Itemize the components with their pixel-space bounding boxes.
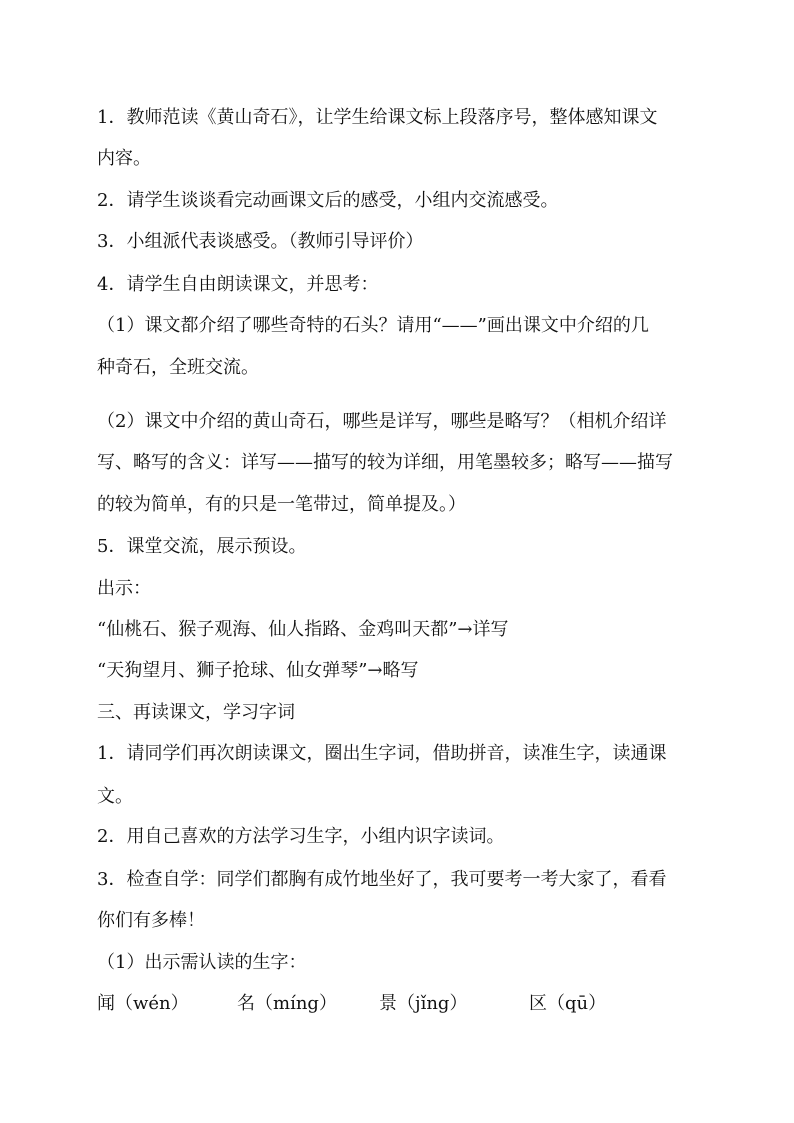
paragraph-line: 3．检查自学：同学们都胸有成竹地坐好了，我可要考一考大家了，看看: [97, 869, 667, 890]
paragraph-line: “天狗望月、狮子抢球、仙女弹琴”→略写: [97, 660, 419, 681]
paragraph-line: （1）课文都介绍了哪些奇特的石头？请用“——”画出课文中介绍的几: [97, 315, 649, 336]
paragraph-line: 的较为简单，有的只是一笔带过，简单提及。）: [97, 494, 466, 515]
paragraph-line: 2．请学生谈谈看完动画课文后的感受，小组内交流感受。: [97, 190, 559, 211]
pinyin-row: [97, 993, 717, 1017]
paragraph-line: 3．小组派代表谈感受。（教师引导评价）: [97, 231, 424, 252]
pinyin-item: 区（qū）: [529, 993, 607, 1014]
paragraph-line: 文。: [97, 786, 133, 807]
paragraph-line: 写、略写的含义：详写——描写的较为详细，用笔墨较多；略写——描写: [97, 452, 673, 473]
paragraph-line: （2）课文中介绍的黄山奇石，哪些是详写，哪些是略写？（相机介绍详: [97, 411, 667, 432]
section-heading: 三、再读课文，学习字词: [97, 702, 295, 723]
paragraph-line: 4．请学生自由朗读课文，并思考：: [97, 274, 379, 295]
paragraph-line: 出示：: [97, 578, 151, 599]
pinyin-item: 景（jǐng）: [379, 993, 468, 1014]
paragraph-line: 种奇石，全班交流。: [97, 357, 259, 378]
paragraph-line: 1．教师范读《黄山奇石》，让学生给课文标上段落序号，整体感知课文: [97, 107, 658, 128]
paragraph-line: “仙桃石、猴子观海、仙人指路、金鸡叫天都”→详写: [97, 619, 509, 640]
pinyin-item: 名（míng）: [237, 993, 337, 1014]
paragraph-line: 5．课堂交流，展示预设。: [97, 536, 307, 557]
paragraph-line: 1．请同学们再次朗读课文，圈出生字词，借助拼音，读准生字，读通课: [97, 743, 667, 764]
paragraph-line: 2．用自己喜欢的方法学习生字，小组内识字读词。: [97, 826, 505, 847]
paragraph-line: 你们有多棒！: [97, 910, 205, 931]
paragraph-line: 内容。: [97, 148, 151, 169]
paragraph-line: （1）出示需认读的生字：: [97, 952, 307, 973]
pinyin-item: 闻（wén）: [97, 993, 189, 1014]
